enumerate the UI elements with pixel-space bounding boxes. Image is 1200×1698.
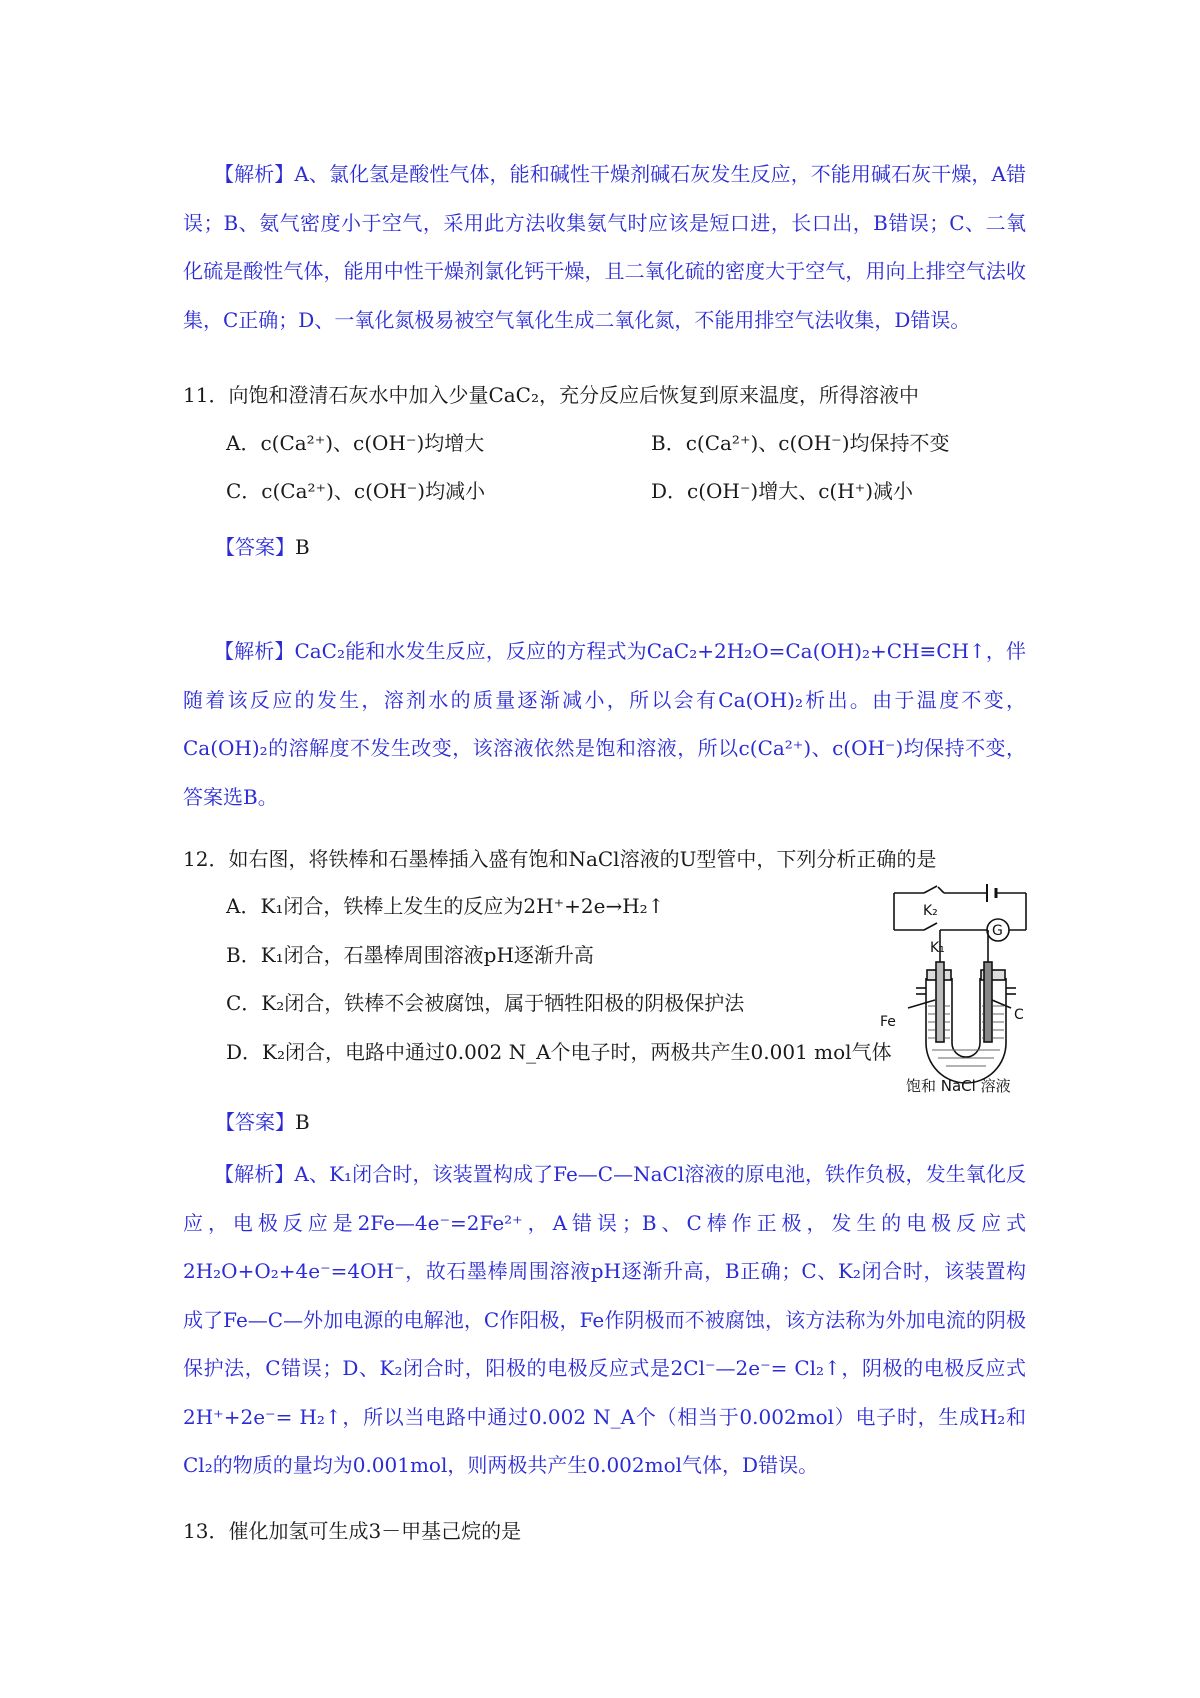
q10-analysis-body: A、氯化氢是酸性气体，能和碱性干燥剂碱石灰发生反应，不能用碱石灰干燥，A错误；B、氨气密度小于空气，采用此方法收集氨气时应该是短口进，长口出，B错误；C、二氧化硫是酸性气体，能用中性干燥剂氯化钙干燥，且二氧化硫的密度大于空气，用向上排空气法收集，C正确；D、一氧化氮极易被空气氧化生成二氧化氮，不能用排空气法收集，D错误。 (183, 162, 1026, 332)
electrolysis-u-tube-figure (880, 878, 1040, 1093)
q12-option-b: B．K₁闭合，石墨棒周围溶液pH逐渐升高 (226, 943, 594, 967)
q11-analysis (183, 627, 1026, 821)
q11-option-b: B．c(Ca²⁺)、c(OH⁻)均保持不变 (651, 431, 950, 455)
q11-answer-value: B (295, 535, 310, 559)
q10-analysis-tag: 【解析】 (214, 162, 295, 186)
q11-analysis-body: CaC₂能和水发生反应，反应的方程式为CaC₂+2H₂O=Ca(OH)₂+CH≡CH↑，伴随着该反应的发生，溶剂水的质量逐渐减小，所以会有Ca(OH)₂析出。由于温度不变，Ca(OH)₂的溶解度不发生改变，该溶液依然是饱和溶液，所以c(Ca²⁺)、c(OH⁻)均保持不变，答案选B。 (183, 639, 1027, 809)
q11-analysis-tag: 【解析】 (214, 639, 295, 663)
q11-answer (215, 532, 310, 562)
q12-answer-tag: 【答案】 (215, 1110, 295, 1134)
q12-answer (215, 1107, 310, 1137)
c-label: C (1014, 1007, 1024, 1023)
q12-stem: 12．如右图，将铁棒和石墨棒插入盛有饱和NaCl溶液的U型管中，下列分析正确的是 (183, 847, 937, 871)
q12-answer-value: B (295, 1110, 310, 1134)
q13-stem: 13．催化加氢可生成3－甲基己烷的是 (183, 1519, 522, 1543)
q12-analysis-tag: 【解析】 (214, 1162, 295, 1186)
q12-analysis-body: A、K₁闭合时，该装置构成了Fe—C—NaCl溶液的原电池，铁作负极，发生氧化反应，电极反应是2Fe—4e⁻=2Fe²⁺，A错误；B、C棒作正极，发生的电极反应式2H₂O+O₂+4e⁻=4OH⁻，故石墨棒周围溶液pH逐渐升高，B正确；C、K₂闭合时，该装置构成了Fe—C—外加电源的电解池，C作阳极，Fe作阴极而不被腐蚀，该方法称为外加电流的阴极保护法，C错误；D、K₂闭合时，阳极的电极反应式是2Cl⁻—2e⁻= Cl₂↑，阴极的电极反应式2H⁺+2e⁻= H₂↑，所以当电路中通过0.002 N_A个（相当于0.002mol）电子时，生成H₂和Cl₂的物质的量均为0.001mol，则两极共产生0.002mol气体，D错误。 (183, 1162, 1026, 1477)
q11-answer-tag: 【答案】 (215, 535, 295, 559)
k1-label: K₁ (930, 940, 945, 956)
q11-option-a: A．c(Ca²⁺)、c(OH⁻)均增大 (226, 431, 485, 455)
q12-analysis (183, 1150, 1026, 1490)
q10-analysis (183, 150, 1026, 344)
figure-caption: 饱和 NaCl 溶液 (906, 1077, 1011, 1093)
q11-option-d: D．c(OH⁻)增大、c(H⁺)减小 (651, 479, 914, 503)
q12-option-d: D．K₂闭合，电路中通过0.002 N_A个电子时，两极共产生0.001 mol气体 (226, 1040, 892, 1064)
fe-label: Fe (880, 1014, 896, 1030)
galvanometer-label: G (992, 923, 1003, 939)
q12-option-c: C．K₂闭合，铁棒不会被腐蚀，属于牺牲阳极的阴极保护法 (226, 991, 745, 1015)
k2-label: K₂ (923, 903, 938, 919)
q11-stem: 11．向饱和澄清石灰水中加入少量CaC₂，充分反应后恢复到原来温度，所得溶液中 (183, 383, 919, 407)
q11-option-c: C．c(Ca²⁺)、c(OH⁻)均减小 (226, 479, 486, 503)
q12-option-a: A．K₁闭合，铁棒上发生的反应为2H⁺+2e→H₂↑ (226, 894, 665, 918)
